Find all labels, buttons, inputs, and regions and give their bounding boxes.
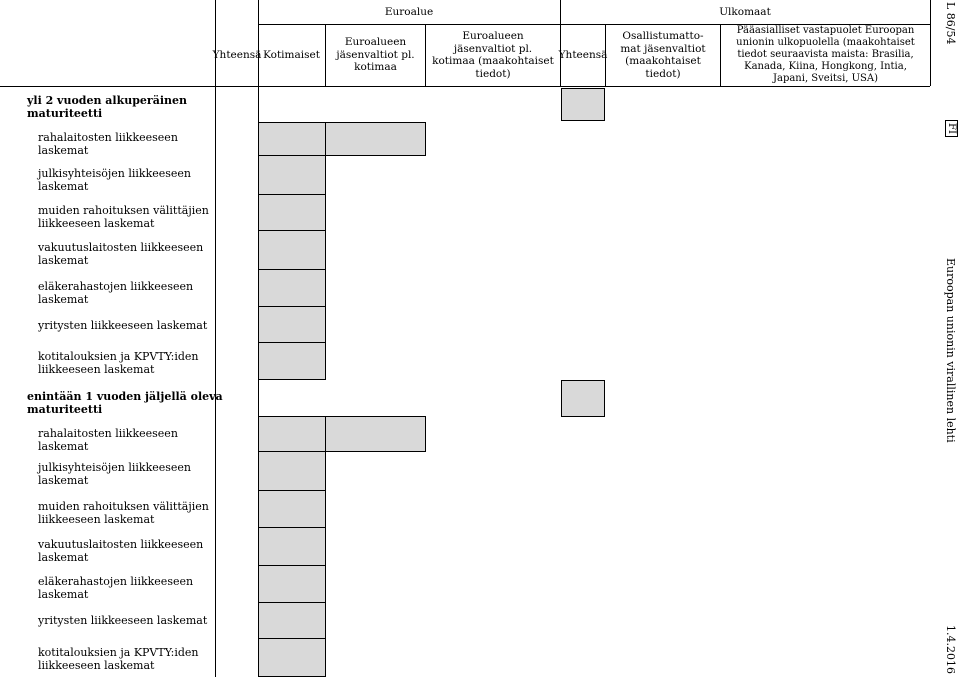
row-label: rahalaitosten liikkeeseen laskemat	[38, 131, 178, 157]
grey-cell	[258, 155, 326, 195]
grey-cell	[258, 527, 326, 566]
header-paaasialliset: Pääasialliset vastapuolet Euroopan unionin ulkopuolella (maakohtaiset tiedot seuraavista maista: Brasilia, Kanada, Kiina, Hongkong, Intia, Japani, Sveitsi, USA)	[736, 25, 915, 84]
col-rule	[930, 0, 931, 86]
grey-cell	[258, 342, 326, 380]
row-label: eläkerahastojen liikkeeseen laskemat	[38, 575, 194, 601]
row-label: yritysten liikkeeseen laskemat	[38, 614, 208, 627]
grey-cell	[258, 122, 326, 156]
row-label: kotitalouksien ja KPVTY:iden liikkeeseen laskemat	[38, 350, 199, 376]
row-label: julkisyhteisöjen liikkeeseen laskemat	[38, 167, 192, 193]
header-yhteensa-1: Yhteensä	[212, 48, 262, 61]
header-osallistumattomat: Osallistumatto-mat jäsenvaltiot (maakohtaiset tiedot)	[620, 30, 706, 80]
grey-cell	[325, 122, 426, 156]
grey-cell	[258, 230, 326, 270]
header-kotimaiset: Kotimaiset	[263, 48, 320, 61]
header-euroalue: Euroalue	[384, 5, 434, 18]
header-yhteensa-2: Yhteensä	[558, 48, 608, 61]
row-label: vakuutuslaitosten liikkeeseen laskemat	[38, 241, 204, 267]
grey-cell	[258, 451, 326, 491]
header-bottom-rule	[0, 86, 930, 87]
grey-cell-section2-ulkomaat-total	[561, 380, 605, 417]
row-label: vakuutuslaitosten liikkeeseen laskemat	[38, 538, 204, 564]
row-label: muiden rahoituksen välittäjien liikkeeseen laskemat	[38, 500, 209, 526]
journal-title: Euroopan unionin virallinen lehti	[944, 258, 957, 443]
grey-cell	[258, 194, 326, 231]
row-label: yritysten liikkeeseen laskemat	[38, 319, 208, 332]
grey-cell	[258, 306, 326, 343]
language-badge: FI	[945, 120, 958, 137]
grey-cell	[258, 416, 326, 452]
row-label: rahalaitosten liikkeeseen laskemat	[38, 427, 178, 453]
header-ulkomaat: Ulkomaat	[719, 5, 771, 18]
grey-cell	[258, 638, 326, 677]
row-label: julkisyhteisöjen liikkeeseen laskemat	[38, 461, 192, 487]
row-label: eläkerahastojen liikkeeseen laskemat	[38, 280, 194, 306]
grey-cell	[258, 565, 326, 603]
grey-cell	[258, 490, 326, 528]
header-euroalueen-jasenvaltiot: Euroalueen jäsenvaltiot pl. kotimaa	[336, 36, 415, 74]
grey-cell	[325, 416, 426, 452]
grey-cell-section1-ulkomaat-total	[561, 88, 605, 121]
row-label: kotitalouksien ja KPVTY:iden liikkeeseen laskemat	[38, 646, 199, 672]
grey-cell	[258, 602, 326, 639]
page-reference: L 86/54	[944, 2, 957, 45]
grey-cell	[258, 269, 326, 307]
header-euroalueen-maakohtaiset: Euroalueen jäsenvaltiot pl. kotimaa (maakohtaiset tiedot)	[432, 30, 554, 80]
row-label: muiden rahoituksen välittäjien liikkeeseen laskemat	[38, 204, 209, 230]
section-label-yli-2-vuoden: yli 2 vuoden alkuperäinen maturiteetti	[27, 94, 188, 120]
section-label-enintaan-1-vuoden: enintään 1 vuoden jäljellä oleva maturiteetti	[27, 390, 223, 416]
publication-date: 1.4.2016	[944, 625, 957, 674]
